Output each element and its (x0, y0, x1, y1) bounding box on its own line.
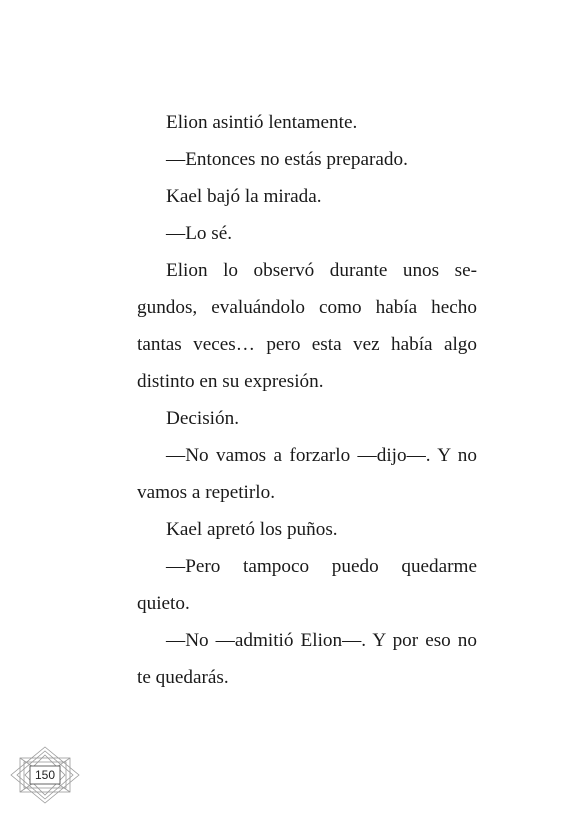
paragraph-5: Elion lo observó durante unos segundos, evaluándolo como había hecho tantas veces… pero esta vez había algo distinto en su expresión. (137, 260, 477, 392)
page-number: 150 (34, 768, 56, 782)
paragraph-3: Kael bajó la mirada. (166, 186, 322, 207)
paragraph-10: —No —admitió Elion—. Y por eso no te quedarás. (137, 630, 477, 688)
paragraph-9: —Pero tampoco puedo quedarme quieto. (137, 556, 477, 614)
paragraph-2: —Entonces no estás preparado. (166, 149, 408, 170)
paragraph-8: Kael apretó los puños. (166, 519, 338, 540)
paragraph-4: —Lo sé. (166, 223, 233, 244)
page-number-ornament (10, 746, 80, 804)
paragraph-6: Decisión. (166, 408, 240, 429)
paragraph-7: —No vamos a forzarlo —dijo—. Y no vamos a repetirlo. (137, 445, 477, 503)
paragraph-1: Elion asintió lentamente. (166, 112, 358, 133)
page-body (137, 104, 477, 696)
